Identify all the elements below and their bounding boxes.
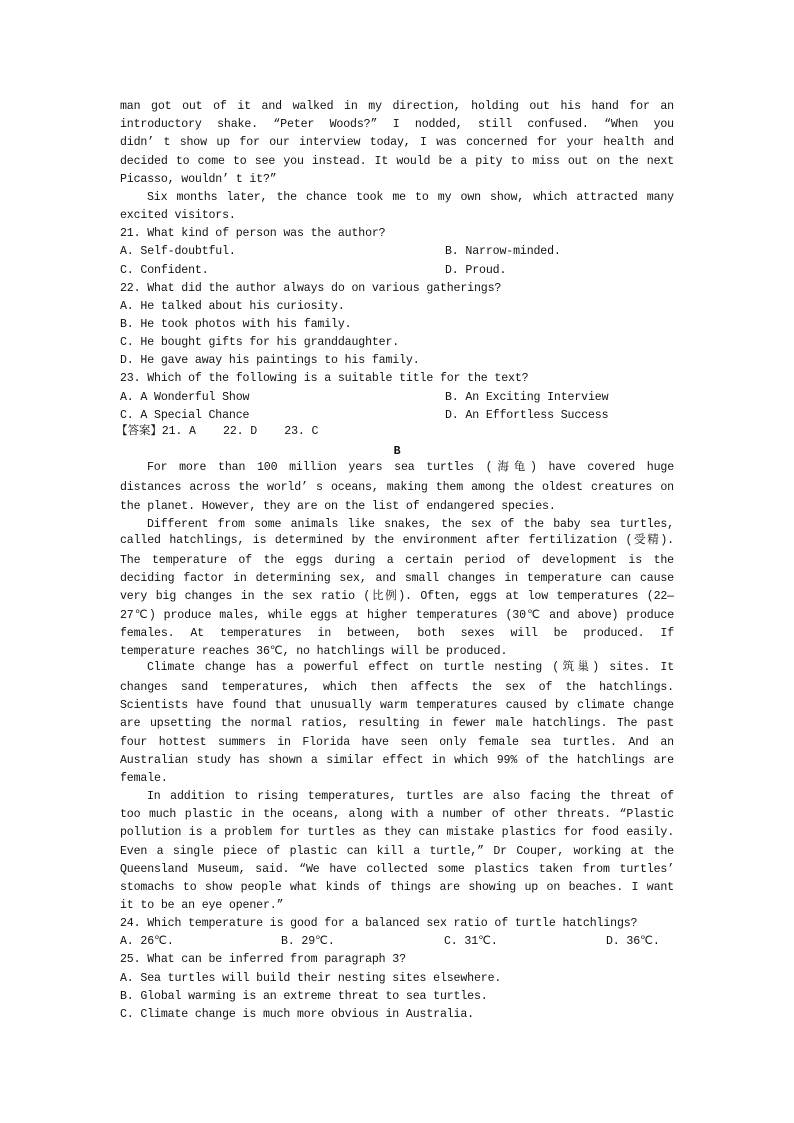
text-line: A. He talked about his curiosity.	[120, 300, 345, 313]
text-line: the planet. However, they are on the list of endangered species.	[120, 500, 556, 513]
text-line: For more than 100 million years sea turtles (海龟) have covered huge	[147, 461, 674, 474]
answer-option: D. 36℃.	[606, 935, 660, 948]
text-line: changes sand temperatures, which then affects the sex of the hatchlings.	[120, 681, 674, 694]
text-line: excited visitors.	[120, 209, 236, 222]
text-line: Climate change has a powerful effect on turtle nesting (筑巢) sites. It	[147, 661, 674, 674]
text-line: are upsetting the normal ratios, resulting in fewer male hatchlings. The past	[120, 717, 674, 730]
answer-option: A. 26℃.	[120, 935, 174, 948]
question: 25. What can be inferred from paragraph 3?	[120, 953, 406, 966]
question: 22. What did the author always do on various gatherings?	[120, 282, 502, 295]
text-line: deciding factor in determining sex, and small changes in temperature can cause	[120, 572, 674, 585]
answer-option: C. A Special Chance	[120, 409, 250, 422]
text-line: didn’ t show up for our interview today, I was concerned for your health and	[120, 136, 674, 149]
text-line: C. Climate change is much more obvious in Australia.	[120, 1008, 474, 1021]
text-line: Different from some animals like snakes, the sex of the baby sea turtles,	[147, 518, 674, 531]
text-line: too much plastic in the oceans, along with a number of other threats. “Plastic	[120, 808, 674, 821]
text-line: D. He gave away his paintings to his family.	[120, 354, 420, 367]
text-line: Even a single piece of plastic can kill a turtle,” Dr Couper, working at the	[120, 845, 674, 858]
answer-key: 【答案】21. A 22. D 23. C	[116, 425, 319, 438]
text-line: In addition to rising temperatures, turtles are also facing the threat of	[147, 790, 674, 803]
text-line: Picasso, wouldn’ t it?”	[120, 173, 277, 186]
answer-option: C. Confident.	[120, 264, 209, 277]
question: 21. What kind of person was the author?	[120, 227, 386, 240]
text-line: four hottest summers in Florida have seen only female sea turtles. And an	[120, 736, 674, 749]
text-line: decided to come to see you instead. It would be a pity to miss out on the next	[120, 155, 674, 168]
text-line: man got out of it and walked in my direction, holding out his hand for an	[120, 100, 674, 113]
text-line: it to be an eye opener.”	[120, 899, 284, 912]
section-heading: B	[393, 445, 401, 458]
text-line: temperature reaches 36℃, no hatchlings will be produced.	[120, 645, 508, 658]
answer-options	[120, 409, 674, 423]
answer-option: D. An Effortless Success	[445, 409, 609, 422]
question: 24. Which temperature is good for a balanced sex ratio of turtle hatchlings?	[120, 917, 638, 930]
text-line: A. Sea turtles will build their nesting sites elsewhere.	[120, 972, 502, 985]
answer-options	[120, 245, 674, 259]
text-line: B. Global warming is an extreme threat to sea turtles.	[120, 990, 488, 1003]
text-line: B. He took photos with his family.	[120, 318, 352, 331]
text-line: distances across the world’ s oceans, making them among the oldest creatures on	[120, 481, 674, 494]
text-line: Six months later, the chance took me to my own show, which attracted many	[147, 191, 674, 204]
text-line: Queensland Museum, said. “We have collected some plastics taken from turtles’	[120, 863, 674, 876]
answer-option: A. A Wonderful Show	[120, 391, 250, 404]
answer-options	[120, 935, 674, 949]
text-line: pollution is a problem for turtles as they can mistake plastics for food easily.	[120, 826, 674, 839]
text-line: females. At temperatures in between, both sexes will be produced. If	[120, 627, 674, 640]
question: 23. Which of the following is a suitable title for the text?	[120, 372, 529, 385]
text-line: called hatchlings, is determined by the environment after fertilization (受精).	[120, 534, 674, 547]
text-line: introductory shake. “Peter Woods?” I nodded, still confused. “When you	[120, 118, 674, 131]
text-line: very big changes in the sex ratio (比例). Often, eggs at low temperatures (22—	[120, 590, 674, 603]
text-line: The temperature of the eggs during a certain period of development is the	[120, 554, 674, 567]
text-line: female.	[120, 772, 168, 785]
answer-option: B. 29℃.	[281, 935, 335, 948]
text-line: Australian study has shown a similar effect in which 99% of the hatchlings are	[120, 754, 674, 767]
answer-option: B. Narrow-minded.	[445, 245, 561, 258]
answer-option: C. 31℃.	[444, 935, 498, 948]
answer-options	[120, 264, 674, 278]
answer-option: B. An Exciting Interview	[445, 391, 609, 404]
answer-option: D. Proud.	[445, 264, 507, 277]
answer-option: A. Self-doubtful.	[120, 245, 236, 258]
text-line: Scientists have found that unusually warm temperatures caused by climate change	[120, 699, 674, 712]
text-line: C. He bought gifts for his granddaughter.	[120, 336, 400, 349]
answer-options	[120, 391, 674, 405]
text-line: 27℃) produce males, while eggs at higher temperatures (30℃ and above) produce	[120, 609, 674, 622]
text-line: stomachs to show people what kinds of things are showing up on beaches. I want	[120, 881, 674, 894]
